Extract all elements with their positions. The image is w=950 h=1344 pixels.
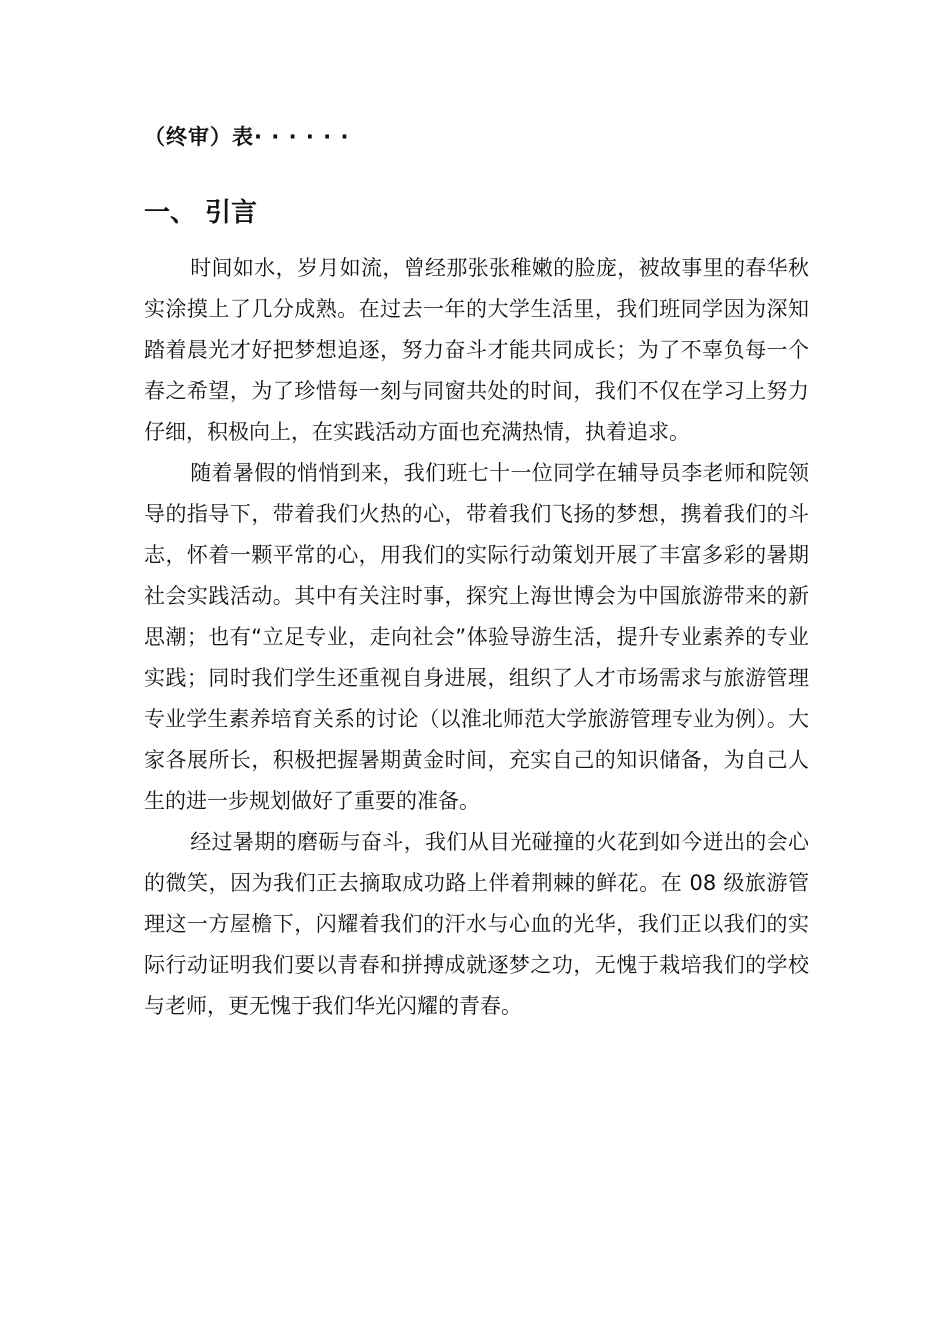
toc-line: （终审）表· · · · · · [144, 125, 350, 149]
paragraph-1: 时间如水，岁月如流，曾经那张张稚嫩的脸庞，被故事里的春华秋实涂摸上了几分成熟。在过去一年的大学生活里，我们班同学因为深知踏着晨光才好把梦想追逐，努力奋斗才能共同成长；为了不辜负每一个春之希望，为了珍惜每一刻与同窗共处的时间，我们不仅在学习上努力仔细，积极向上，在实践活动方面也充满热情，执着追求。 [144, 256, 809, 444]
body-text [144, 248, 809, 1027]
section-heading: 一、 引言 [144, 198, 258, 228]
paragraph-3: 经过暑期的磨砺与奋斗，我们从目光碰撞的火花到如今迸出的会心的微笑，因为我们正去摘取成功路上伴着荆棘的鲜花。在 08 级旅游管理这一方屋檐下，闪耀着我们的汗水与心血的光华，我们正以我们的实际行动证明我们要以青春和拼搏成就逐梦之功，无愧于栽培我们的学校与老师，更无愧于我们华光闪耀的青春。 [144, 830, 809, 1018]
paragraph-2: 随着暑假的悄悄到来，我们班七十一位同学在辅导员李老师和院领导的指导下，带着我们火热的心，带着我们飞扬的梦想，携着我们的斗志，怀着一颗平常的心，用我们的实际行动策划开展了丰富多彩的暑期社会实践活动。其中有关注时事，探究上海世博会为中国旅游带来的新思潮；也有“立足专业，走向社会”体验导游生活，提升专业素养的专业实践；同时我们学生还重视自身进展，组织了人才市场需求与旅游管理专业学生素养培育关系的讨论（以淮北师范大学旅游管理专业为例）。大家各展所长，积极把握暑期黄金时间，充实自己的知识储备，为自己人生的进一步规划做好了重要的准备。 [144, 461, 809, 813]
